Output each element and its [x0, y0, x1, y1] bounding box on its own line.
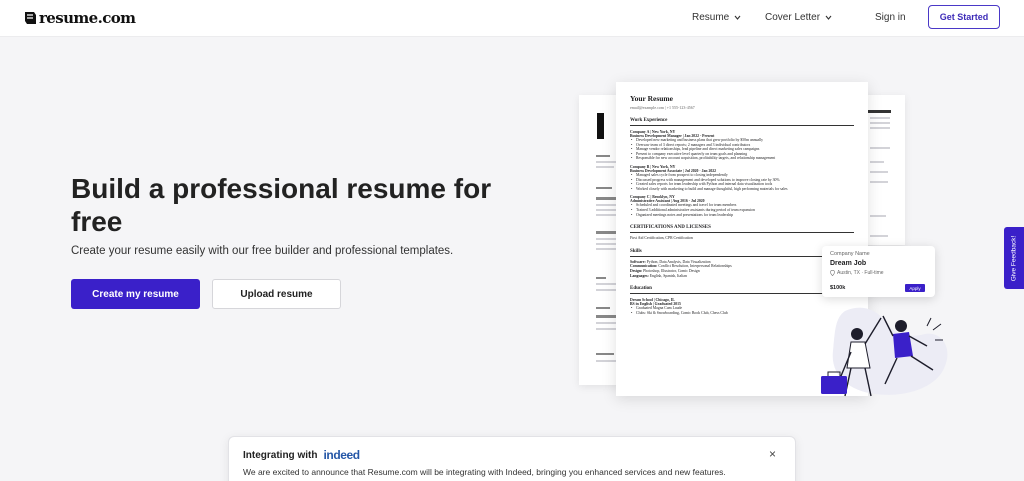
resume-bullet: • Created sales reports for team leadership with Python and internal data visualization tools	[630, 182, 854, 187]
banner-text: We are excited to announce that Resume.com will be integrating with Indeed, bringing you enhanced services and new features.	[243, 467, 726, 477]
job-title: Dream Job	[830, 260, 867, 267]
resume-cert-text: First Aid Certification, CPR Certification	[630, 236, 693, 241]
resume-job-company: Company A | New York, NY	[630, 130, 676, 134]
resume-bullet: • Managed sales cycle from prospect to closing independently	[630, 173, 854, 178]
hero-title: Build a professional resume for free	[71, 173, 492, 237]
create-resume-button[interactable]: Create my resume	[71, 279, 200, 309]
get-started-button[interactable]: Get Started	[928, 5, 1000, 29]
give-feedback-tab[interactable]	[1004, 227, 1024, 289]
resume-job	[630, 195, 854, 217]
resume-skills-heading: Skills	[630, 249, 854, 257]
banner-header	[243, 448, 360, 462]
logo-text: resume.com	[39, 9, 136, 27]
resume-skill-row: Design: Photoshop, Illustrator, Comic Design	[630, 268, 700, 273]
resume-edu-school: Dream School | Chicago, IL	[630, 298, 675, 303]
resume-bullet: • Responsible for new account acquisition, profitability targets, and relationship management	[630, 156, 854, 161]
resume-job-bullets	[630, 203, 854, 217]
resume-bullet: • Developed new marketing and business plans that grew portfolio by $50m annually	[630, 138, 854, 143]
resume-job-bullets	[630, 138, 854, 161]
location-pin-icon	[830, 270, 835, 276]
job-salary: $100k	[830, 285, 846, 291]
logo-mark-icon	[24, 11, 37, 25]
resume-bullet: • Discussed progress with management and developed solutions to improve closing rate by 30%	[630, 178, 854, 183]
resume-bullet: • Worked closely with marketing to build and manage thoughtful, high performing materials for sales	[630, 187, 854, 192]
chevron-down-icon	[825, 15, 832, 20]
job-location-label: Austin, TX · Full-time	[837, 270, 884, 276]
job-location	[830, 270, 927, 276]
resume-bullet: • Oversaw team of 3 direct reports; 2 managers and 3 individual contributors	[630, 143, 854, 148]
resume-skills	[630, 260, 854, 278]
resume-name: Your Resume	[630, 94, 673, 103]
indeed-logo: indeed	[323, 448, 360, 462]
site-header	[0, 0, 1024, 37]
resume-skill-row: Communication: Conflict Resolution, Interpersonal Relationships	[630, 264, 732, 269]
resume-job-role: Business Development Manager | Jan 2022 - Present	[630, 134, 715, 138]
resume-education-heading: Education	[630, 286, 854, 294]
sign-in-link[interactable]: Sign in	[875, 12, 906, 23]
resume-job-company: Company C | Brooklyn, NY	[630, 195, 675, 200]
nav-cover-letter-label: Cover Letter	[765, 12, 821, 23]
give-feedback-label: Give Feedback!	[1010, 235, 1018, 281]
resume-work-heading: Work Experience	[630, 118, 854, 126]
job-card	[822, 246, 935, 297]
illustration	[815, 296, 960, 406]
hero-subtitle: Create your resume easily with our free builder and professional templates.	[71, 245, 454, 257]
announcement-banner	[228, 436, 796, 481]
job-company: Company Name	[830, 251, 870, 257]
close-icon[interactable]: ×	[769, 447, 777, 461]
resume-bullet: • Graduated Magna Cum Laude	[630, 306, 854, 311]
resume-job-bullets	[630, 173, 854, 191]
resume-bullet: • Present to company executive level quarterly on team goals and planning	[630, 152, 854, 157]
nav-resume-label: Resume	[692, 12, 730, 23]
resume-cert-heading: CERTIFICATIONS AND LICENSES	[630, 225, 854, 233]
resume-job-role: Business Development Associate | Jul 2020 - Jan 2022	[630, 168, 717, 173]
resume-skill-row: Languages: English, Spanish, Italian	[630, 273, 687, 278]
resume-bullet: • Scheduled and coordinated meetings and travel for team members	[630, 203, 854, 208]
resume-job	[630, 130, 854, 161]
upload-resume-button[interactable]: Upload resume	[212, 279, 341, 309]
banner-title: Integrating with	[243, 449, 318, 461]
chevron-down-icon	[734, 15, 741, 20]
nav-resume[interactable]	[692, 12, 741, 23]
nav-cover-letter[interactable]	[765, 12, 832, 23]
resume-bullet: • Clubs: Ski & Snowboarding, Comic Book Club, Chess Club	[630, 311, 854, 316]
resume-skill-row: Software: Python, Data Analysis, Data Visualization	[630, 259, 711, 264]
resume-job-role: Administrative Assistant | Aug 2016 - Jul 2020	[630, 199, 705, 204]
resume-job	[630, 165, 854, 191]
resume-bullet: • Trained 3 additional administrative assistants during period of team expansion	[630, 208, 854, 213]
resume-contact: email@example.com | +1 555-123-4567	[630, 105, 695, 110]
logo[interactable]	[24, 9, 135, 27]
resume-bullet: • Organized meetings notes and presentations for team leadership	[630, 213, 854, 218]
apply-button: Apply	[905, 284, 925, 292]
resume-edu-degree: BS in English | Graduated 2015	[630, 302, 681, 307]
resume-job-company: Company B | New York, NY	[630, 164, 676, 169]
resume-bullet: • Manage vendor relationships, lead pipeline and direct marketing sales campaigns	[630, 147, 854, 152]
